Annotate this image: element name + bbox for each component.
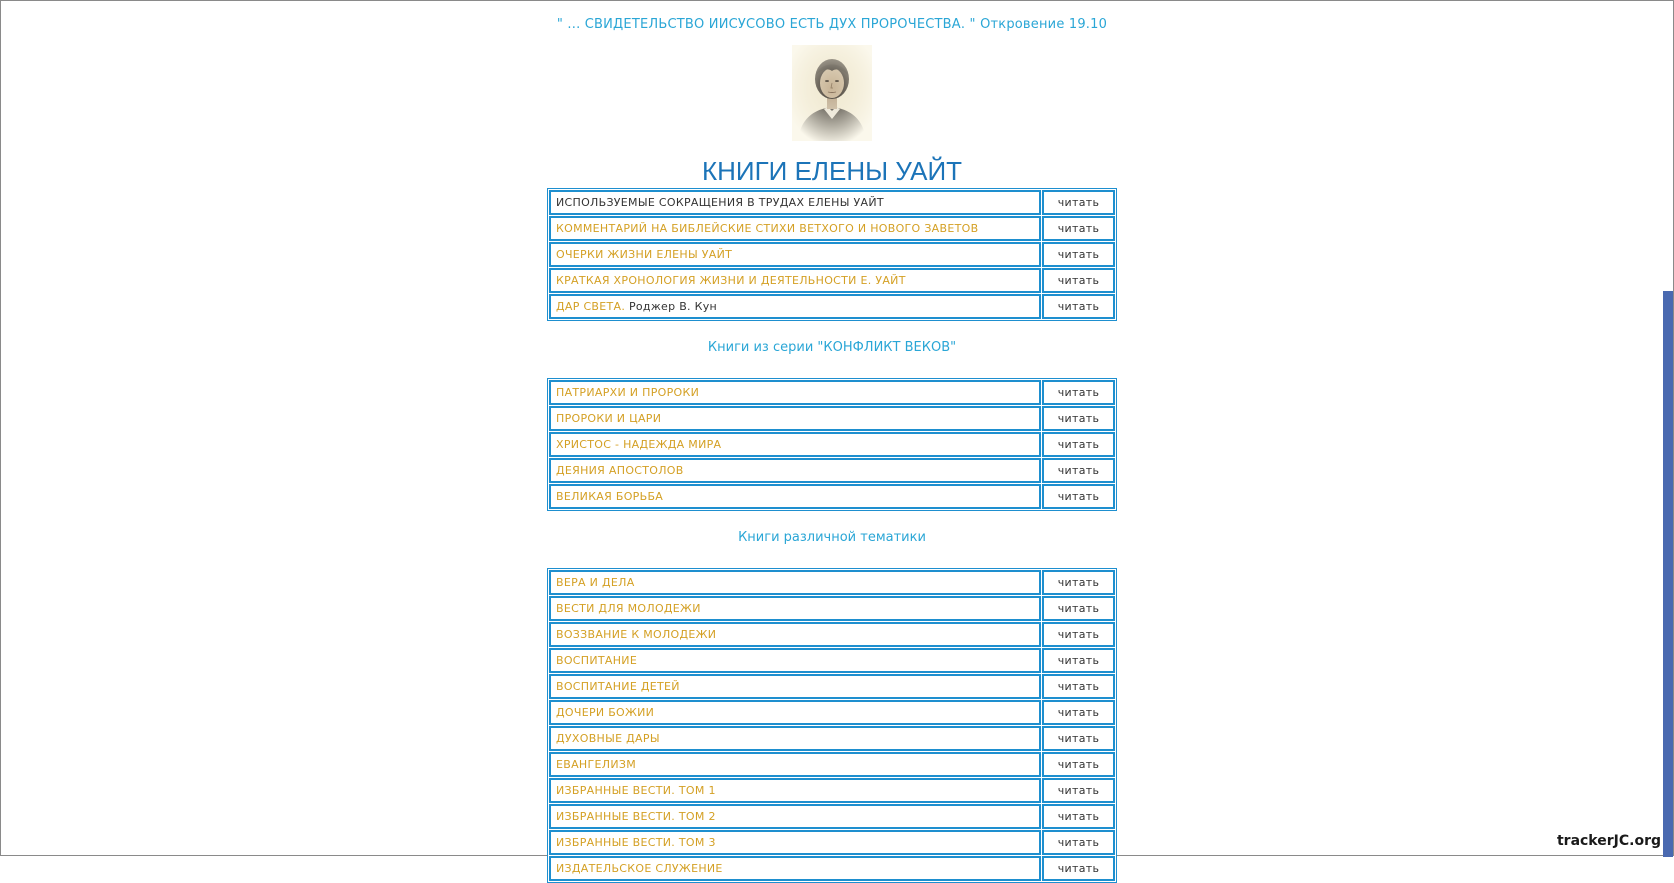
table-row bbox=[549, 804, 1115, 829]
read-link[interactable]: читать bbox=[1042, 752, 1115, 777]
book-title-cell bbox=[549, 596, 1041, 621]
read-link[interactable]: читать bbox=[1042, 726, 1115, 751]
table-row bbox=[549, 596, 1115, 621]
table-row bbox=[549, 778, 1115, 803]
table-row bbox=[549, 726, 1115, 751]
read-link[interactable]: читать bbox=[1042, 856, 1115, 881]
book-title[interactable]: ИЗБРАННЫЕ ВЕСТИ. ТОМ 3 bbox=[556, 836, 716, 849]
portrait-image bbox=[792, 45, 872, 141]
read-link[interactable]: читать bbox=[1042, 380, 1115, 405]
book-title-cell bbox=[549, 804, 1041, 829]
book-author: Роджер В. Кун bbox=[628, 300, 718, 313]
read-link[interactable]: читать bbox=[1042, 268, 1115, 293]
intro-books-table bbox=[547, 188, 1117, 321]
book-title[interactable]: ПАТРИАРХИ И ПРОРОКИ bbox=[556, 386, 700, 399]
page-title: КНИГИ ЕЛЕНЫ УАЙТ bbox=[701, 156, 963, 186]
table-row bbox=[549, 242, 1115, 267]
read-link[interactable]: читать bbox=[1042, 190, 1115, 215]
book-title[interactable]: ИЗДАТЕЛЬСКОЕ СЛУЖЕНИЕ bbox=[556, 862, 723, 875]
read-link[interactable]: читать bbox=[1042, 216, 1115, 241]
book-title[interactable]: ПРОРОКИ И ЦАРИ bbox=[556, 412, 662, 425]
book-title-cell bbox=[549, 622, 1041, 647]
table-row bbox=[549, 622, 1115, 647]
book-title-cell bbox=[549, 484, 1041, 509]
book-title-cell bbox=[549, 458, 1041, 483]
portrait-illustration bbox=[792, 45, 872, 141]
book-title-cell bbox=[549, 432, 1041, 457]
read-link[interactable]: читать bbox=[1042, 458, 1115, 483]
section-heading-various: Книги различной тематики bbox=[738, 530, 926, 545]
table-row bbox=[549, 406, 1115, 431]
various-books-table bbox=[547, 568, 1117, 883]
book-title-cell bbox=[549, 856, 1041, 881]
book-title-cell bbox=[549, 406, 1041, 431]
book-title[interactable]: ВЕСТИ ДЛЯ МОЛОДЕЖИ bbox=[556, 602, 701, 615]
read-link[interactable]: читать bbox=[1042, 406, 1115, 431]
read-link[interactable]: читать bbox=[1042, 674, 1115, 699]
book-title-cell bbox=[549, 674, 1041, 699]
read-link[interactable]: читать bbox=[1042, 242, 1115, 267]
book-title[interactable]: ВОЗЗВАНИЕ К МОЛОДЕЖИ bbox=[556, 628, 717, 641]
book-title-cell bbox=[549, 268, 1041, 293]
table-row bbox=[549, 752, 1115, 777]
read-link[interactable]: читать bbox=[1042, 700, 1115, 725]
book-title[interactable]: ИЗБРАННЫЕ ВЕСТИ. ТОМ 2 bbox=[556, 810, 716, 823]
table-row bbox=[549, 570, 1115, 595]
table-row bbox=[549, 648, 1115, 673]
book-title[interactable]: ИЗБРАННЫЕ ВЕСТИ. ТОМ 1 bbox=[556, 784, 716, 797]
book-title[interactable]: ХРИСТОС - НАДЕЖДА МИРА bbox=[556, 438, 722, 451]
read-link[interactable]: читать bbox=[1042, 596, 1115, 621]
book-title-cell bbox=[549, 648, 1041, 673]
book-title[interactable]: ДЕЯНИЯ АПОСТОЛОВ bbox=[556, 464, 684, 477]
read-link[interactable]: читать bbox=[1042, 648, 1115, 673]
book-title[interactable]: КРАТКАЯ ХРОНОЛОГИЯ ЖИЗНИ И ДЕЯТЕЛЬНОСТИ Е. УАЙТ bbox=[556, 274, 906, 287]
read-link[interactable]: читать bbox=[1042, 804, 1115, 829]
table-row bbox=[549, 830, 1115, 855]
book-title-cell bbox=[549, 294, 1041, 319]
book-title[interactable]: ВЕЛИКАЯ БОРЬБА bbox=[556, 490, 664, 503]
table-row bbox=[549, 294, 1115, 319]
book-title[interactable]: ВОСПИТАНИЕ bbox=[556, 654, 638, 667]
book-title[interactable]: КОММЕНТАРИЙ НА БИБЛЕЙСКИЕ СТИХИ ВЕТХОГО И НОВОГО ЗАВЕТОВ bbox=[556, 222, 979, 235]
read-link[interactable]: читать bbox=[1042, 830, 1115, 855]
section-heading-conflict: Книги из серии "КОНФЛИКТ ВЕКОВ" bbox=[707, 340, 957, 355]
book-title[interactable]: ВЕРА И ДЕЛА bbox=[556, 576, 635, 589]
book-title[interactable]: ДАР СВЕТА. bbox=[556, 300, 626, 313]
read-link[interactable]: читать bbox=[1042, 778, 1115, 803]
book-title-cell bbox=[549, 380, 1041, 405]
book-title[interactable]: ОЧЕРКИ ЖИЗНИ ЕЛЕНЫ УАЙТ bbox=[556, 248, 733, 261]
book-title-cell bbox=[549, 190, 1041, 215]
watermark-text: trackerJC.org bbox=[1556, 833, 1661, 849]
book-title[interactable]: ДОЧЕРИ БОЖИИ bbox=[556, 706, 655, 719]
table-row bbox=[549, 216, 1115, 241]
book-title-cell bbox=[549, 700, 1041, 725]
vertical-scrollbar-thumb[interactable] bbox=[1663, 291, 1673, 857]
book-title-cell bbox=[549, 778, 1041, 803]
read-link[interactable]: читать bbox=[1042, 294, 1115, 319]
table-row bbox=[549, 458, 1115, 483]
book-title[interactable]: ИСПОЛЬЗУЕМЫЕ СОКРАЩЕНИЯ В ТРУДАХ ЕЛЕНЫ УАЙТ bbox=[556, 196, 884, 209]
book-title[interactable]: ЕВАНГЕЛИЗМ bbox=[556, 758, 636, 771]
table-row bbox=[549, 674, 1115, 699]
read-link[interactable]: читать bbox=[1042, 570, 1115, 595]
book-title-cell bbox=[549, 570, 1041, 595]
read-link[interactable]: читать bbox=[1042, 484, 1115, 509]
book-title[interactable]: ДУХОВНЫЕ ДАРЫ bbox=[556, 732, 660, 745]
table-row bbox=[549, 380, 1115, 405]
book-title-cell bbox=[549, 216, 1041, 241]
table-row bbox=[549, 268, 1115, 293]
table-row bbox=[549, 856, 1115, 881]
table-row bbox=[549, 700, 1115, 725]
conflict-books-table bbox=[547, 378, 1117, 511]
scripture-quote: " ... СВИДЕТЕЛЬСТВО ИИСУСОВО ЕСТЬ ДУХ ПРОРОЧЕСТВА. " Откровение 19.10 bbox=[556, 17, 1108, 32]
page-content bbox=[1, 1, 1663, 883]
book-title-cell bbox=[549, 726, 1041, 751]
read-link[interactable]: читать bbox=[1042, 432, 1115, 457]
book-title-cell bbox=[549, 752, 1041, 777]
table-row bbox=[549, 190, 1115, 215]
read-link[interactable]: читать bbox=[1042, 622, 1115, 647]
table-row bbox=[549, 484, 1115, 509]
table-row bbox=[549, 432, 1115, 457]
book-title-cell bbox=[549, 242, 1041, 267]
book-title[interactable]: ВОСПИТАНИЕ ДЕТЕЙ bbox=[556, 680, 680, 693]
book-title-cell bbox=[549, 830, 1041, 855]
